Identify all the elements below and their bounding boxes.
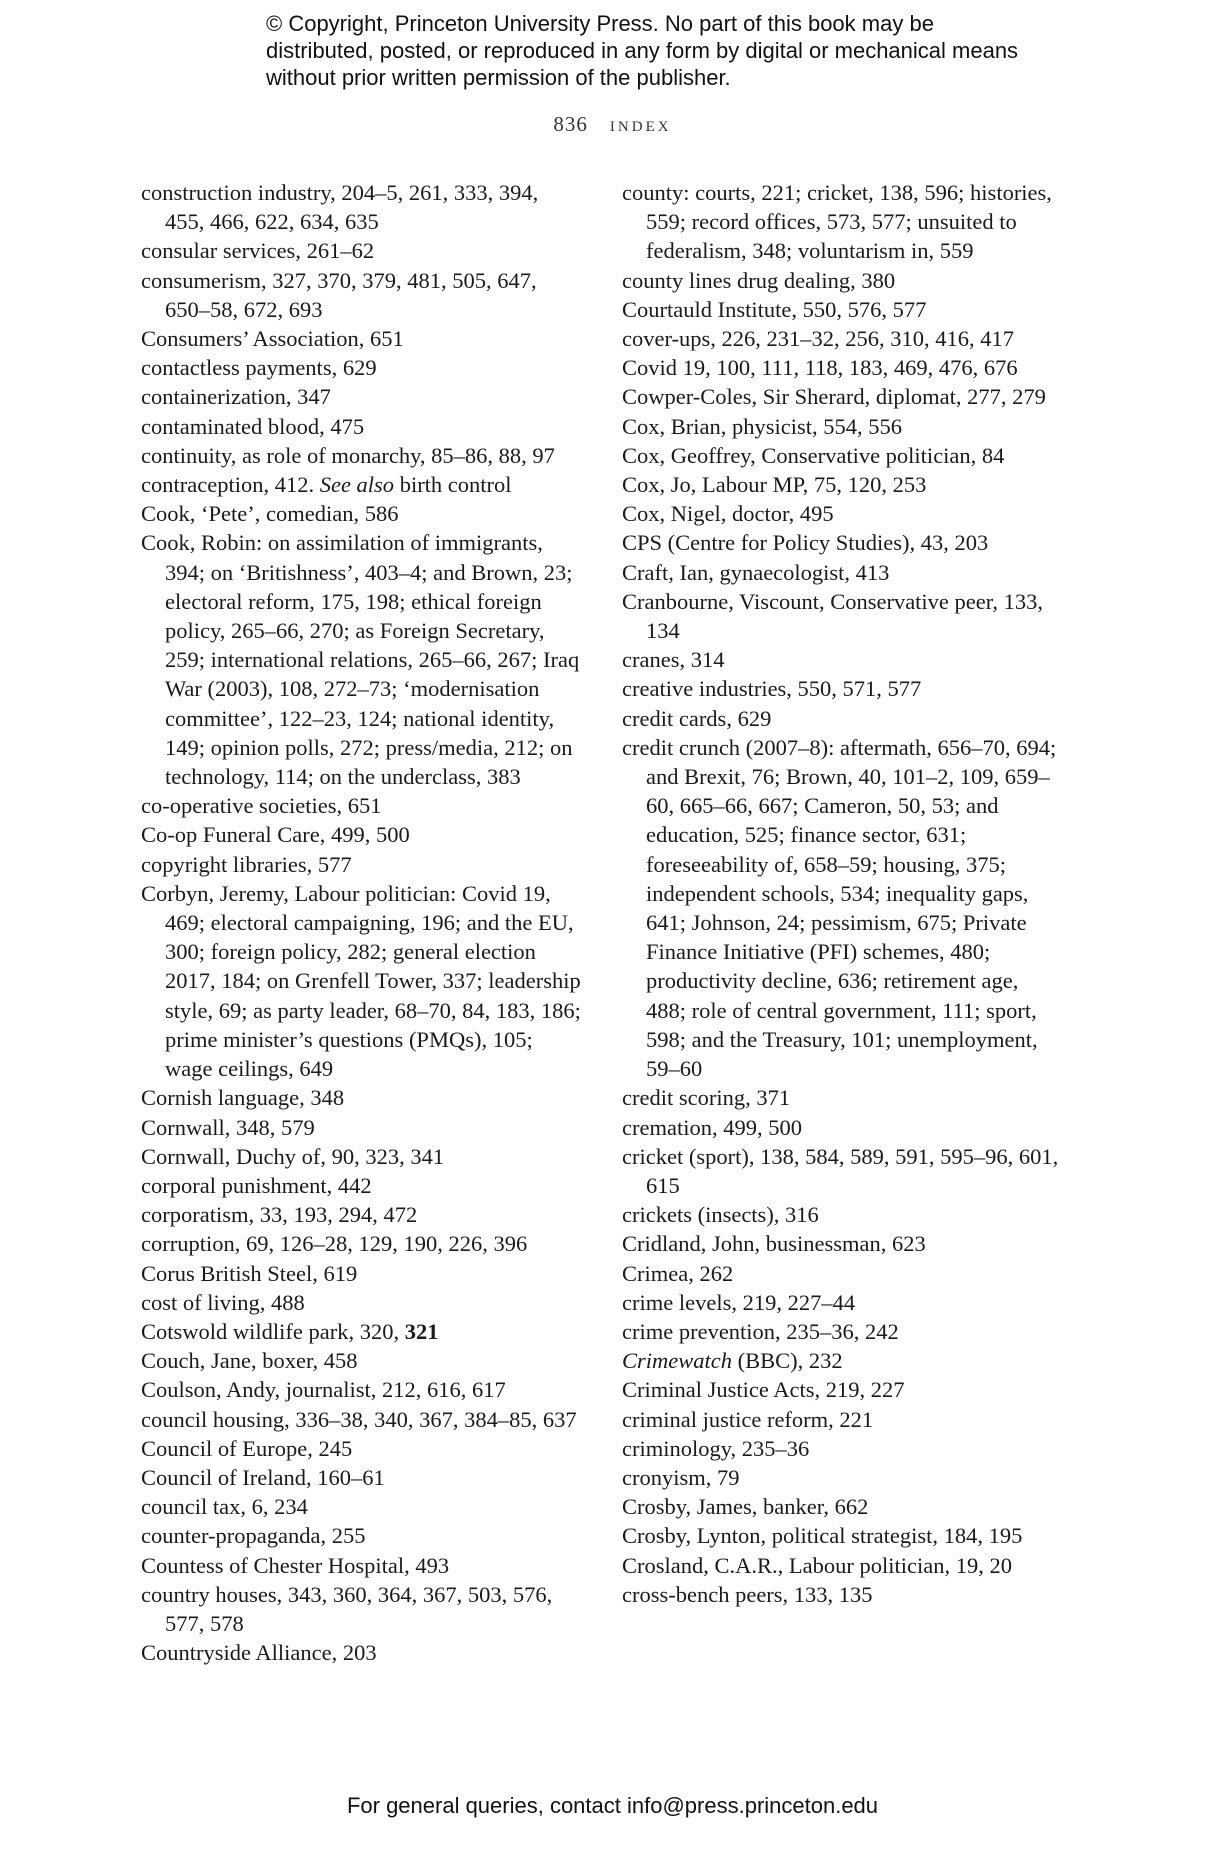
index-entry: criminology, 235–36 (622, 1435, 810, 1461)
index-entry: cremation, 499, 500 (622, 1114, 802, 1140)
index-entry: Cornwall, Duchy of, 90, 323, 341 (141, 1143, 445, 1169)
entry-text: (BBC), 232 (732, 1348, 843, 1374)
index-entry: Crosby, Lynton, political strategist, 184, 195 (622, 1523, 1023, 1549)
index-entry: counter-propaganda, 255 (141, 1523, 366, 1549)
index-entry: Criminal Justice Acts, 219, 227 (622, 1377, 905, 1403)
index-entry: containerization, 347 (141, 384, 331, 410)
index-entry: Co-op Funeral Care, 499, 500 (141, 822, 410, 848)
index-entry: Craft, Ian, gynaecologist, 413 (622, 559, 890, 585)
illustration-page-ref: 321 (404, 1318, 439, 1344)
index-entry: country houses, 343, 360, 364, 367, 503, 576, 577, 578 (141, 1581, 553, 1636)
index-entry: Cridland, John, businessman, 623 (622, 1231, 926, 1257)
index-entry: contactless payments, 629 (141, 355, 377, 381)
see-also-label: See also (319, 472, 395, 498)
index-entry: Cornwall, 348, 579 (141, 1114, 315, 1140)
index-entry: cricket (sport), 138, 584, 589, 591, 595–96, 601, 615 (622, 1143, 1059, 1198)
index-entry: cross-bench peers, 133, 135 (622, 1581, 873, 1607)
page-number: 836 (553, 112, 588, 136)
index-entry: Cox, Jo, Labour MP, 75, 120, 253 (622, 472, 927, 498)
index-entry: Cox, Geoffrey, Conservative politician, 84 (622, 442, 1005, 468)
index-entry: Cook, Robin: on assimilation of immigrants, 394; on ‘Britishness’, 403–4; and Brown, 23; electoral reform, 175, 198; ethical foreign policy, 265–66, 270; as Foreign Secretary, 259; international relations, 265–66, 267; Iraq War (2003), 108, 272–73; ‘modernisation committee’, 122–23, 124; national identity, 149; opinion polls, 272; press/media, 212; on technology, 114; on the underclass, 383 (141, 530, 580, 790)
index-entry: corporatism, 33, 193, 294, 472 (141, 1202, 418, 1228)
index-entry: Courtauld Institute, 550, 576, 577 (622, 296, 927, 322)
index-entry: Coulson, Andy, journalist, 212, 616, 617 (141, 1377, 506, 1403)
index-entry: cronyism, 79 (622, 1464, 740, 1490)
index-entry (141, 470, 581, 499)
index-entry: Council of Europe, 245 (141, 1435, 353, 1461)
running-head (0, 112, 1225, 137)
copyright-notice: © Copyright, Princeton University Press. No part of this book may be distributed, posted, or reproduced in any form by digital or mechanical means without prior written permission of the publisher. (266, 11, 1019, 90)
index-entry: CPS (Centre for Policy Studies), 43, 203 (622, 530, 989, 556)
index-entry: county: courts, 221; cricket, 138, 596; histories, 559; record offices, 573, 577; unsuited to federalism, 348; voluntarism in, 559 (622, 180, 1052, 264)
index-entry: Cook, ‘Pete’, comedian, 586 (141, 501, 399, 527)
index-entry: Council of Ireland, 160–61 (141, 1464, 385, 1490)
index-entry: council tax, 6, 234 (141, 1494, 308, 1520)
index-entry: consular services, 261–62 (141, 238, 375, 264)
index-entry (141, 1317, 581, 1346)
index-entry: Crosby, James, banker, 662 (622, 1494, 869, 1520)
work-title: Crimewatch (622, 1348, 732, 1374)
index-entry (622, 1346, 1062, 1375)
index-entry: Cox, Brian, physicist, 554, 556 (622, 413, 902, 439)
index-entry: creative industries, 550, 571, 577 (622, 676, 922, 702)
section-title: index (609, 112, 672, 136)
index-column-left (141, 178, 581, 1667)
index-entry: corruption, 69, 126–28, 129, 190, 226, 396 (141, 1231, 528, 1257)
index-entry: county lines drug dealing, 380 (622, 267, 896, 293)
contact-footer: For general queries, contact info@press.princeton.edu (346, 1793, 879, 1818)
index-entry: criminal justice reform, 221 (622, 1406, 874, 1432)
index-entry: Crimea, 262 (622, 1260, 734, 1286)
entry-text: contraception, 412. (141, 472, 320, 498)
index-entry: cranes, 314 (622, 647, 725, 673)
index-entry: Crosland, C.A.R., Labour politician, 19, 20 (622, 1552, 1012, 1578)
index-entry: Couch, Jane, boxer, 458 (141, 1348, 358, 1374)
index-entry: Covid 19, 100, 111, 118, 183, 469, 476, 676 (622, 355, 1018, 381)
index-column-right (622, 178, 1062, 1609)
index-entry: cost of living, 488 (141, 1289, 305, 1315)
index-entry: council housing, 336–38, 340, 367, 384–85, 637 (141, 1406, 577, 1432)
index-entry: crime levels, 219, 227–44 (622, 1289, 856, 1315)
index-entry: crime prevention, 235–36, 242 (622, 1318, 899, 1344)
index-entry: credit cards, 629 (622, 705, 772, 731)
index-entry: Countess of Chester Hospital, 493 (141, 1552, 450, 1578)
index-entry: Corus British Steel, 619 (141, 1260, 358, 1286)
index-entry: Cowper-Coles, Sir Sherard, diplomat, 277, 279 (622, 384, 1046, 410)
see-also-target: birth control (394, 472, 512, 498)
index-entry: Consumers’ Association, 651 (141, 326, 404, 352)
index-entry: copyright libraries, 577 (141, 851, 352, 877)
index-entry: continuity, as role of monarchy, 85–86, 88, 97 (141, 442, 555, 468)
index-entry: Corbyn, Jeremy, Labour politician: Covid 19, 469; electoral campaigning, 196; and the EU, 300; foreign policy, 282; general election 2017, 184; on Grenfell Tower, 337; leadership style, 69; as party leader, 68–70, 84, 183, 186; prime minister’s questions (PMQs), 105; wage ceilings, 649 (141, 880, 581, 1082)
index-entry: co-operative societies, 651 (141, 793, 382, 819)
index-entry: Countryside Alliance, 203 (141, 1640, 377, 1666)
index-entry: Cornish language, 348 (141, 1085, 345, 1111)
index-entry: construction industry, 204–5, 261, 333, 394, 455, 466, 622, 634, 635 (141, 180, 539, 235)
index-entry: consumerism, 327, 370, 379, 481, 505, 647, 650–58, 672, 693 (141, 267, 537, 322)
entry-text: Cotswold wildlife park, 320, (141, 1318, 405, 1344)
index-entry: credit crunch (2007–8): aftermath, 656–70, 694; and Brexit, 76; Brown, 40, 101–2, 109, 659–60, 665–66, 667; Cameron, 50, 53; and education, 525; finance sector, 631; foreseeability of, 658–59; housing, 375; independent schools, 534; inequality gaps, 641; Johnson, 24; pessimism, 675; Private Finance Initiative (PFI) schemes, 480; productivity decline, 636; retirement age, 488; role of central government, 111; sport, 598; and the Treasury, 101; unemployment, 59–60 (622, 734, 1057, 1082)
index-entry: credit scoring, 371 (622, 1085, 791, 1111)
index-entry: Cox, Nigel, doctor, 495 (622, 501, 834, 527)
index-entry: crickets (insects), 316 (622, 1202, 819, 1228)
index-entry: corporal punishment, 442 (141, 1172, 372, 1198)
index-entry: contaminated blood, 475 (141, 413, 365, 439)
index-entry: Cranbourne, Viscount, Conservative peer, 133, 134 (622, 588, 1043, 644)
index-entry: cover-ups, 226, 231–32, 256, 310, 416, 417 (622, 326, 1015, 352)
